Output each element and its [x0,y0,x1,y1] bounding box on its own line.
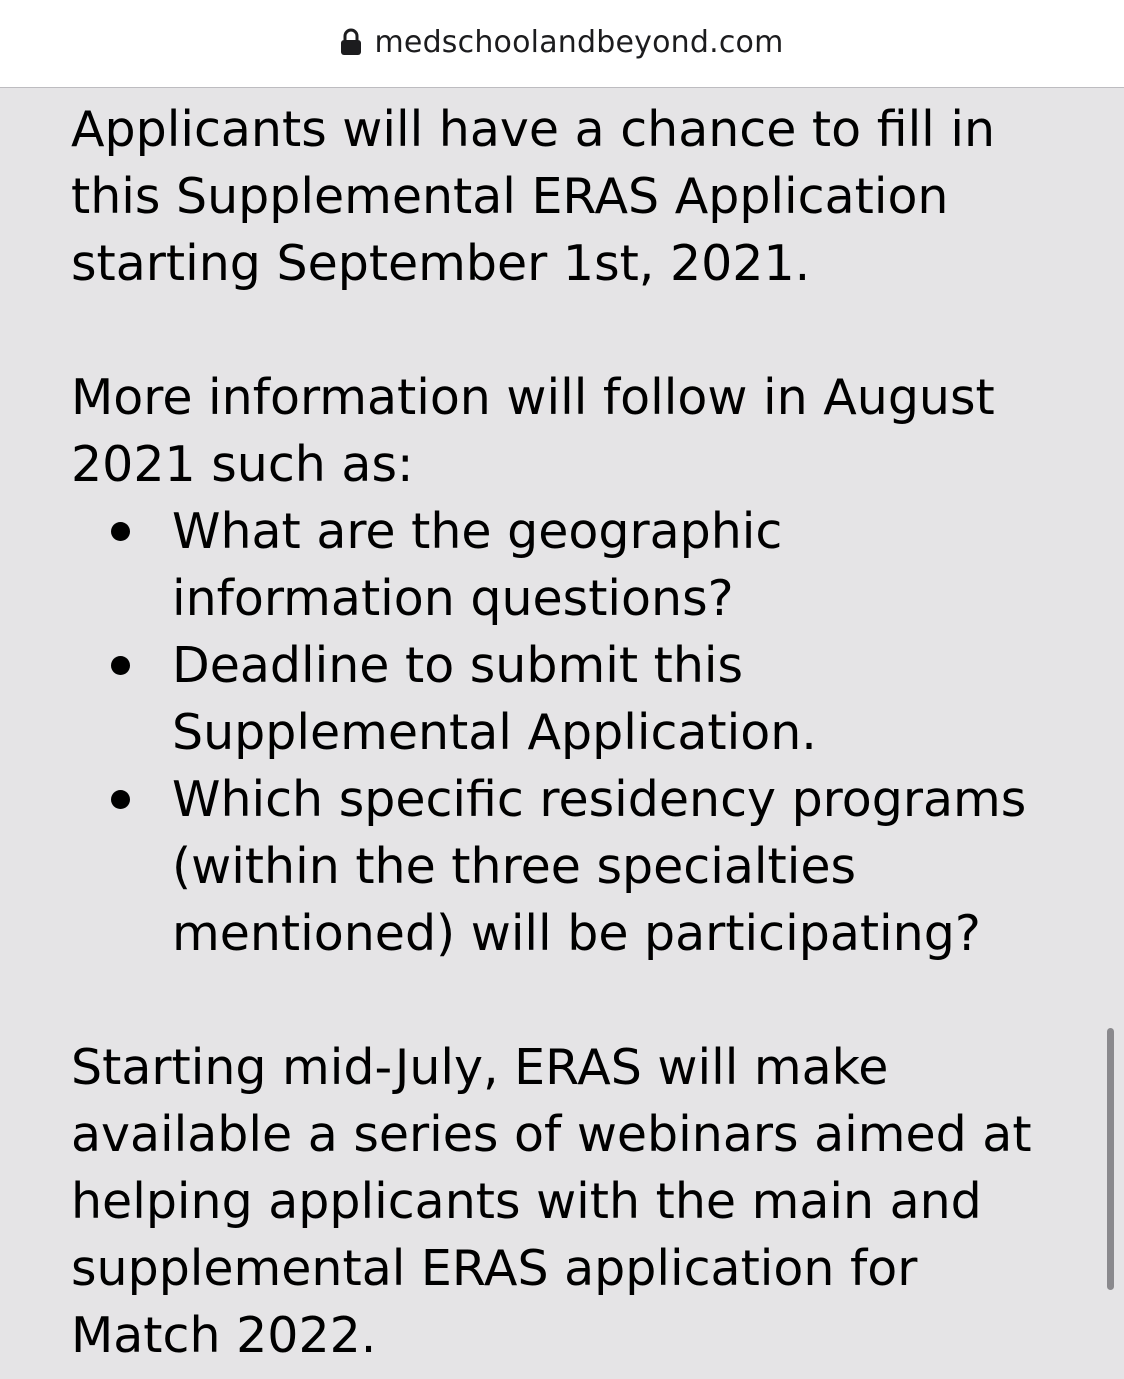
url-text[interactable]: medschoolandbeyond.com [374,24,784,60]
info-bullet-list [71,498,1061,967]
address-bar[interactable] [0,0,1124,88]
list-item-text: What are the geographic information questions? [172,503,783,627]
paragraph-spacer [71,297,1061,364]
paragraph-webinars: Starting mid-July, ERAS will make available a series of webinars aimed at helping applicants with the main and supplemental ERAS application for Match 2022. [71,1039,1032,1364]
bullet-icon [111,522,130,541]
article-content [71,96,1061,1369]
vertical-scrollbar[interactable] [1107,1028,1114,1290]
list-item-text: Deadline to submit this Supplemental Application. [172,637,817,761]
bullet-icon [111,656,130,675]
list-item [71,766,1061,967]
address-bar-content[interactable] [0,20,1124,64]
paragraph-availability: Applicants will have a chance to fill in this Supplemental ERAS Application starting September 1st, 2021. [71,101,996,292]
list-item-text: Which specific residency programs (within the three specialties mentioned) will be participating? [172,771,1027,962]
list-item [71,632,1061,766]
bullet-icon [111,790,130,809]
list-item [71,498,1061,632]
paragraph-spacer [71,967,1061,1034]
paragraph-more-info: More information will follow in August 2021 such as: [71,369,995,493]
lock-icon [340,28,362,56]
